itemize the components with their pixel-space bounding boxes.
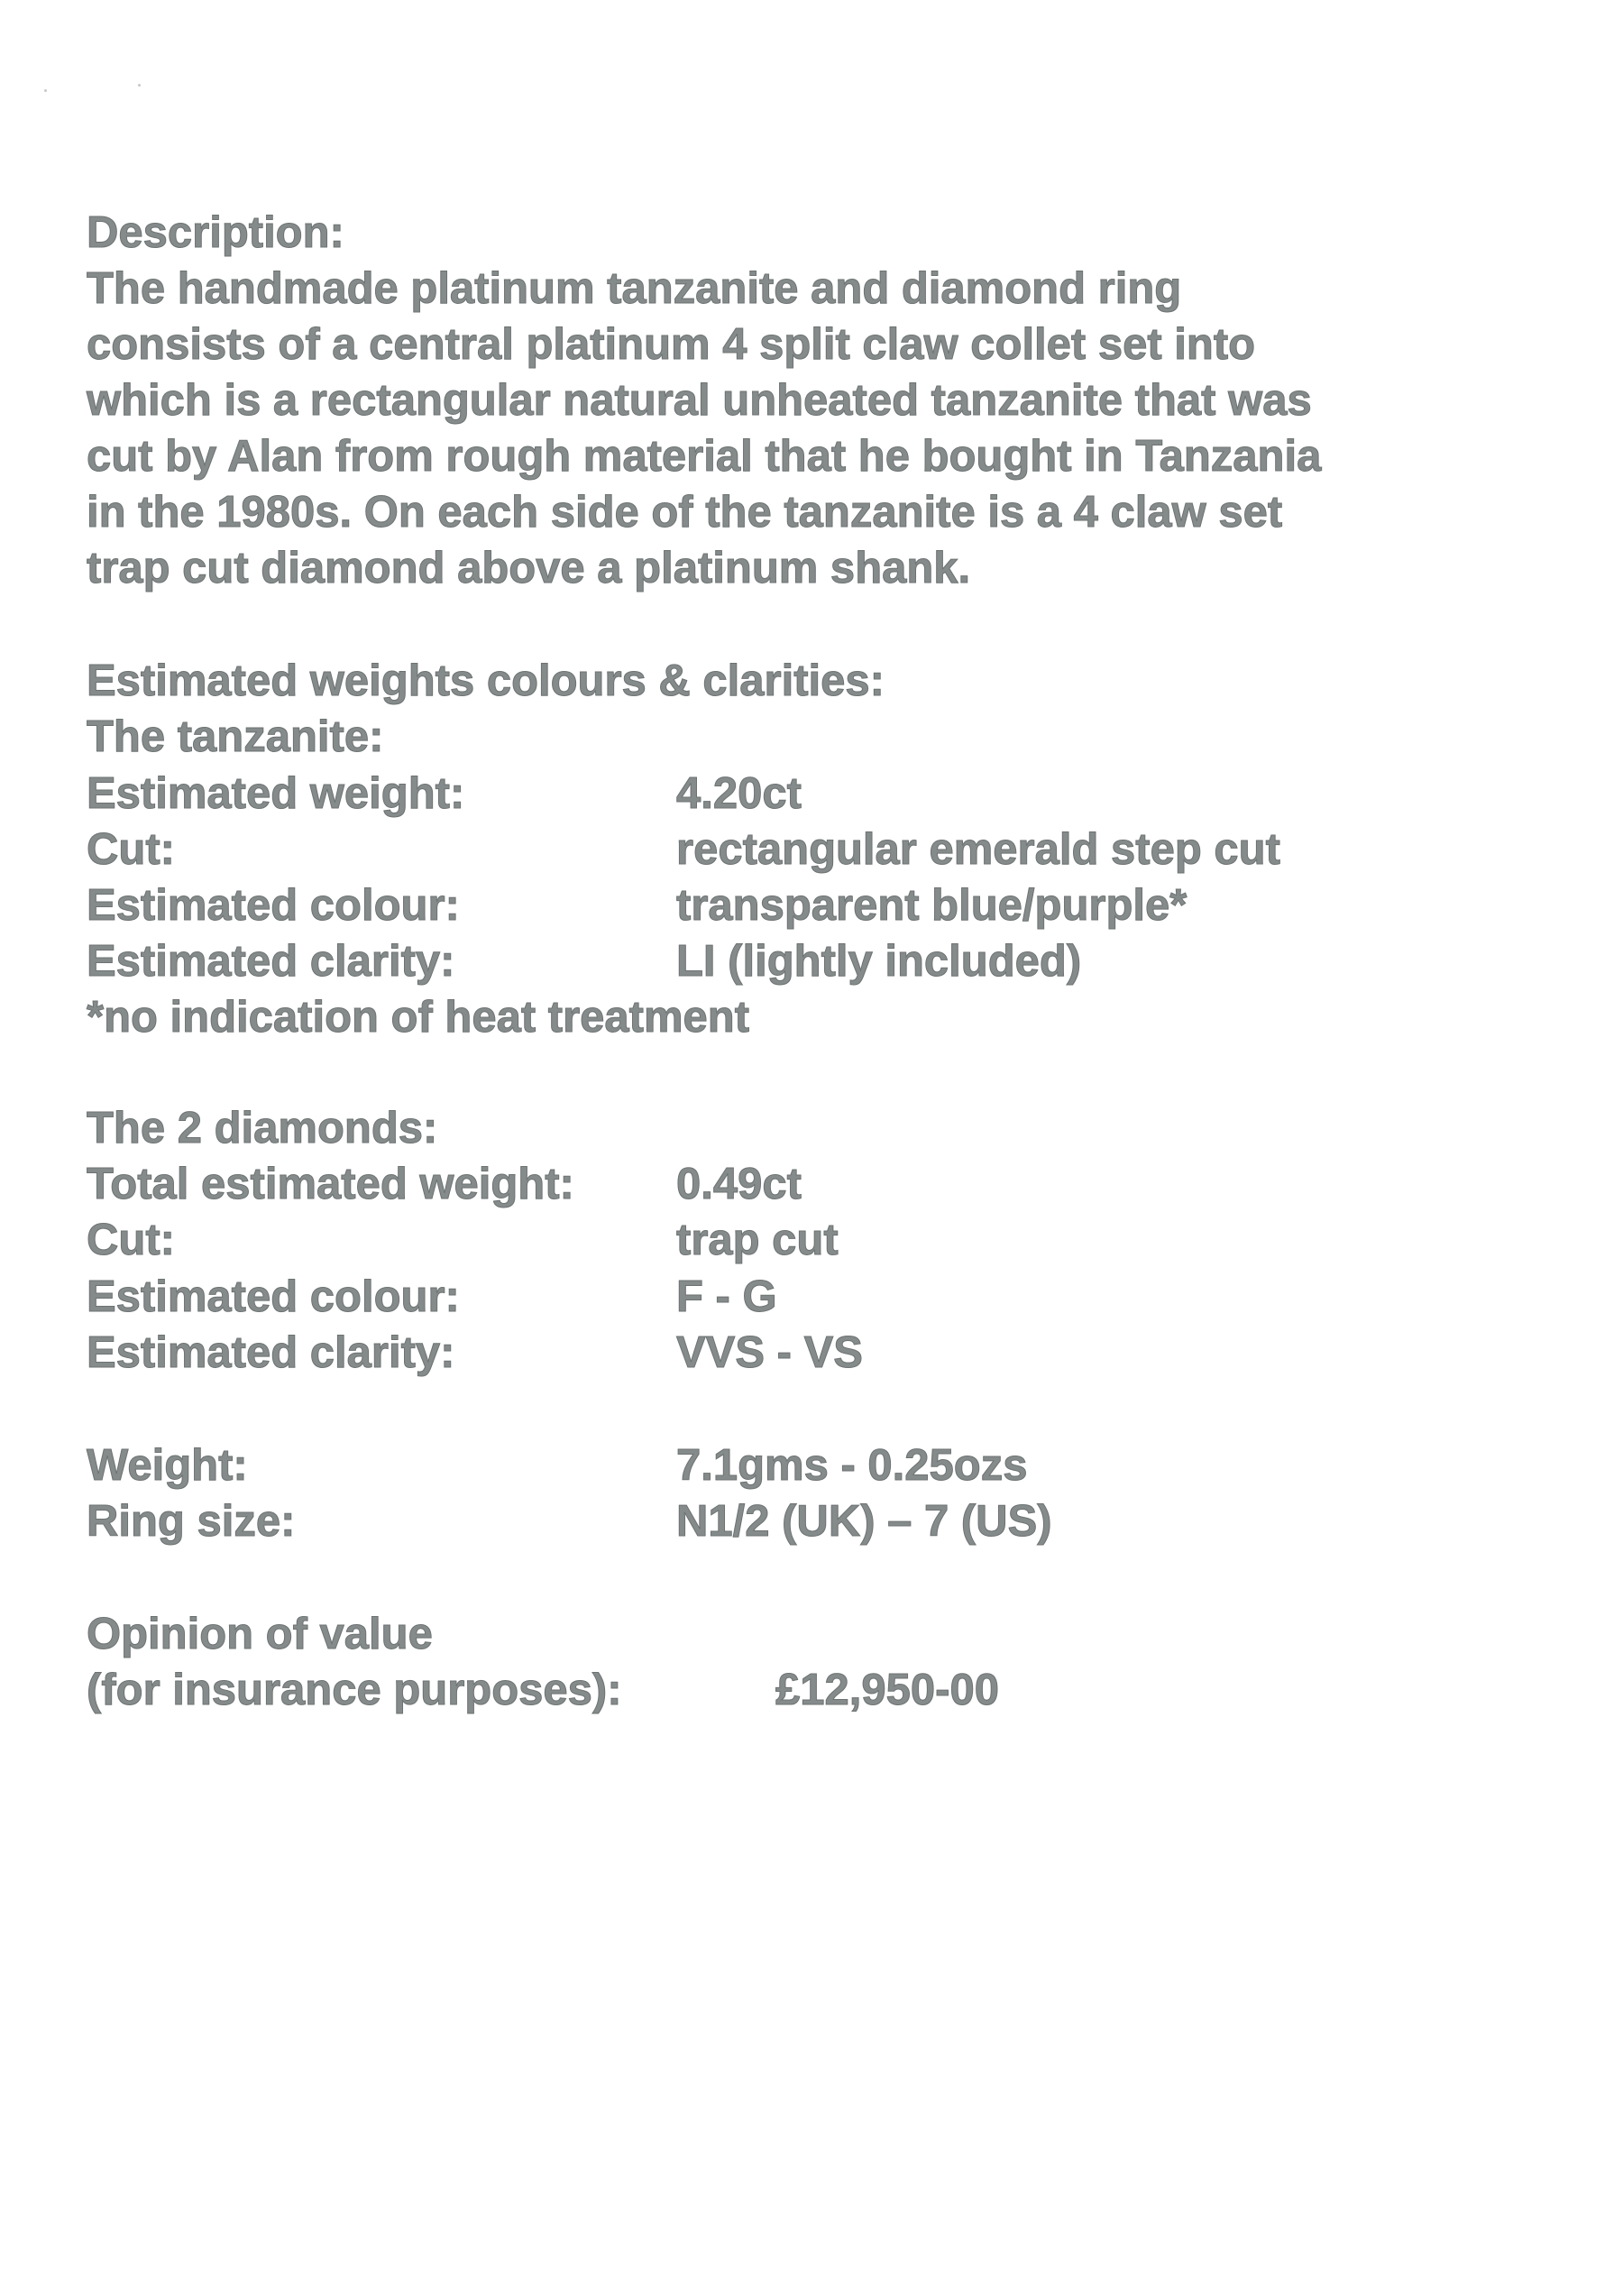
diamonds-cut-label: Cut: xyxy=(87,1216,175,1264)
tanzanite-clarity-value: LI (lightly included) xyxy=(676,937,1082,986)
estimates-heading: Estimated weights colours & clarities: xyxy=(87,657,885,705)
tanzanite-colour-label: Estimated colour: xyxy=(87,881,460,930)
scan-speck xyxy=(138,84,141,87)
ring-weight-value: 7.1gms - 0.25ozs xyxy=(676,1441,1028,1490)
description-line: consists of a central platinum 4 split claw collet set into xyxy=(87,320,1256,369)
diamonds-weight-value: 0.49ct xyxy=(676,1160,802,1208)
tanzanite-weight-value: 4.20ct xyxy=(676,769,802,818)
scan-speck xyxy=(44,89,47,92)
diamonds-weight-label: Total estimated weight: xyxy=(87,1160,574,1208)
diamonds-cut-value: trap cut xyxy=(676,1216,839,1264)
tanzanite-cut-label: Cut: xyxy=(87,825,175,874)
description-heading: Description: xyxy=(87,208,344,257)
tanzanite-heading: The tanzanite: xyxy=(87,712,384,761)
tanzanite-footnote: *no indication of heat treatment xyxy=(87,993,750,1042)
description-line: cut by Alan from rough material that he bought in Tanzania xyxy=(87,432,1322,481)
diamonds-heading: The 2 diamonds: xyxy=(87,1104,438,1153)
ring-size-value: N1/2 (UK) – 7 (US) xyxy=(676,1497,1052,1546)
valuation-value: £12,950-00 xyxy=(775,1666,999,1714)
diamonds-colour-value: F - G xyxy=(676,1272,777,1321)
diamonds-clarity-label: Estimated clarity: xyxy=(87,1328,455,1377)
ring-size-label: Ring size: xyxy=(87,1497,296,1546)
ring-weight-label: Weight: xyxy=(87,1441,248,1490)
description-line: in the 1980s. On each side of the tanzanite is a 4 claw set xyxy=(87,488,1283,537)
tanzanite-colour-value: transparent blue/purple* xyxy=(676,881,1187,930)
description-line: which is a rectangular natural unheated tanzanite that was xyxy=(87,376,1312,425)
description-line: trap cut diamond above a platinum shank. xyxy=(87,544,971,592)
valuation-heading: Opinion of value xyxy=(87,1610,433,1658)
tanzanite-weight-label: Estimated weight: xyxy=(87,769,465,818)
tanzanite-cut-value: rectangular emerald step cut xyxy=(676,825,1280,874)
valuation-label: (for insurance purposes): xyxy=(87,1666,622,1714)
tanzanite-clarity-label: Estimated clarity: xyxy=(87,937,455,986)
diamonds-colour-label: Estimated colour: xyxy=(87,1272,460,1321)
diamonds-clarity-value: VVS - VS xyxy=(676,1328,863,1377)
description-line: The handmade platinum tanzanite and diamond ring xyxy=(87,264,1182,313)
